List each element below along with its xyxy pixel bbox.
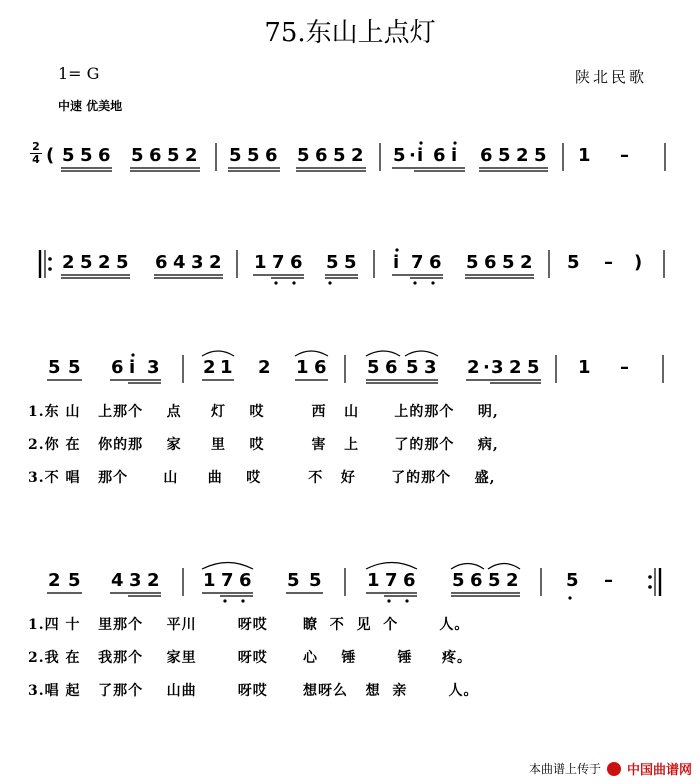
dash: –	[620, 145, 629, 166]
note: 7	[221, 570, 234, 591]
note: 2	[467, 357, 480, 378]
slur	[366, 563, 417, 570]
note: 6	[314, 357, 327, 378]
dash: –	[604, 570, 613, 591]
note: 5	[229, 145, 242, 166]
octave-dot	[453, 141, 456, 144]
note: 6	[290, 252, 303, 273]
slur	[202, 351, 234, 356]
note: 1	[367, 570, 380, 591]
note: 1	[254, 252, 267, 273]
octave-dot	[274, 281, 277, 284]
octave-dot	[405, 599, 408, 602]
note: 5	[466, 252, 479, 273]
note: i	[129, 357, 136, 378]
dot-separator: ·	[409, 145, 416, 166]
site-footer	[529, 759, 692, 778]
note: 5	[62, 145, 75, 166]
note: 5	[309, 570, 322, 591]
note: 5	[498, 145, 511, 166]
note: 7	[385, 570, 398, 591]
time-signature-bottom: 4	[32, 153, 40, 166]
note: 4	[173, 252, 186, 273]
note: 5	[393, 145, 406, 166]
note: 6	[155, 252, 168, 273]
note: 2	[209, 252, 222, 273]
note: 6	[111, 357, 124, 378]
note: 5	[534, 145, 547, 166]
upload-label: 本曲谱上传于	[528, 762, 601, 776]
note: 2	[48, 570, 61, 591]
note: 5	[68, 357, 81, 378]
note: 5	[80, 252, 93, 273]
lyrics-verse-3b: 3.唱 起 了那个 山曲 呀哎 想呀么 想 亲 人。	[28, 683, 479, 699]
note: i	[417, 145, 424, 166]
song-title: 75.东山上点灯	[264, 18, 436, 48]
note: 6	[470, 570, 483, 591]
octave-dot	[328, 281, 331, 284]
open-paren: (	[46, 145, 55, 166]
slur	[405, 351, 438, 356]
note: 5	[167, 145, 180, 166]
dot-separator: ·	[483, 357, 490, 378]
octave-dot	[419, 141, 422, 144]
site-logo-icon	[607, 762, 621, 776]
note: 1	[203, 570, 216, 591]
octave-dot	[131, 353, 134, 356]
note: 5	[48, 357, 61, 378]
note: 6	[484, 252, 497, 273]
note: 2	[520, 252, 533, 273]
key-signature: 1= G	[58, 64, 100, 83]
note: 6	[315, 145, 328, 166]
lyrics-verse-1a: 1.东 山 上那个 点 灯 哎 西 山 上的那个 明,	[28, 404, 499, 420]
note: 5	[287, 570, 300, 591]
note: 2	[62, 252, 75, 273]
note: i	[393, 252, 400, 273]
note: 6	[480, 145, 493, 166]
site-name: 中国曲谱网	[626, 763, 692, 778]
note: 2	[185, 145, 198, 166]
octave-dot	[241, 599, 244, 602]
slur	[488, 564, 520, 570]
lyrics-verse-2a: 2.你 在 你的那 家 里 哎 害 上 了的那个 病,	[28, 437, 499, 453]
note: 5	[367, 357, 380, 378]
note: 5	[566, 570, 579, 591]
note: 5	[527, 357, 540, 378]
repeat-dot	[48, 267, 52, 271]
note: 5	[488, 570, 501, 591]
note: 6	[265, 145, 278, 166]
song-origin: 陕北民歌	[575, 68, 648, 86]
octave-dot	[395, 248, 398, 251]
note: 6	[98, 145, 111, 166]
dash: –	[620, 357, 629, 378]
lyrics-verse-1b: 1.四 十 里那个 平川 呀哎 瞭 不 见 个 人。	[28, 617, 470, 633]
close-paren: )	[634, 252, 643, 273]
note: 3	[424, 357, 437, 378]
time-signature-top: 2	[32, 140, 40, 153]
note: i	[451, 145, 458, 166]
note: 5	[80, 145, 93, 166]
repeat-dot	[648, 575, 652, 579]
note: 5	[333, 145, 346, 166]
slur	[451, 564, 484, 570]
octave-dot	[568, 596, 571, 599]
lyrics-verse-3a: 3.不 唱 那个 山 曲 哎 不 好 了的那个 盛,	[28, 470, 496, 486]
note: 5	[326, 252, 339, 273]
lyrics-verse-2b: 2.我 在 我那个 家里 呀哎 心 锤 锤 疼。	[28, 650, 472, 666]
slur	[202, 563, 253, 570]
octave-dot	[413, 281, 416, 284]
note: 6	[385, 357, 398, 378]
octave-dot	[292, 281, 295, 284]
note: 5	[131, 145, 144, 166]
note: 2	[516, 145, 529, 166]
slur	[295, 351, 328, 356]
note: 2	[506, 570, 519, 591]
note: 3	[129, 570, 142, 591]
note: 6	[149, 145, 162, 166]
note: 5	[406, 357, 419, 378]
slur	[366, 351, 400, 356]
octave-dot	[387, 599, 390, 602]
note: 2	[147, 570, 160, 591]
repeat-dot	[48, 257, 52, 261]
note: 1	[578, 357, 591, 378]
octave-dot	[431, 281, 434, 284]
note: 5	[452, 570, 465, 591]
note: 5	[297, 145, 310, 166]
note: 2	[98, 252, 111, 273]
dash: –	[604, 252, 613, 273]
note: 6	[433, 145, 446, 166]
repeat-dot	[648, 585, 652, 589]
note: 7	[272, 252, 285, 273]
note: 5	[247, 145, 260, 166]
note: 5	[502, 252, 515, 273]
octave-dot	[223, 599, 226, 602]
note: 2	[258, 357, 271, 378]
note: 2	[203, 357, 216, 378]
note: 4	[111, 570, 124, 591]
note: 3	[491, 357, 504, 378]
note: 5	[344, 252, 357, 273]
note: 3	[147, 357, 160, 378]
note: 6	[239, 570, 252, 591]
note: 5	[567, 252, 580, 273]
note: 1	[578, 145, 591, 166]
note: 2	[351, 145, 364, 166]
note: 6	[403, 570, 416, 591]
note: 5	[68, 570, 81, 591]
note: 6	[429, 252, 442, 273]
note: 1	[296, 357, 309, 378]
note: 3	[191, 252, 204, 273]
note: 2	[509, 357, 522, 378]
note: 5	[116, 252, 129, 273]
tempo-marking: 中速 优美地	[58, 99, 123, 113]
note: 1	[220, 357, 233, 378]
note: 7	[411, 252, 424, 273]
